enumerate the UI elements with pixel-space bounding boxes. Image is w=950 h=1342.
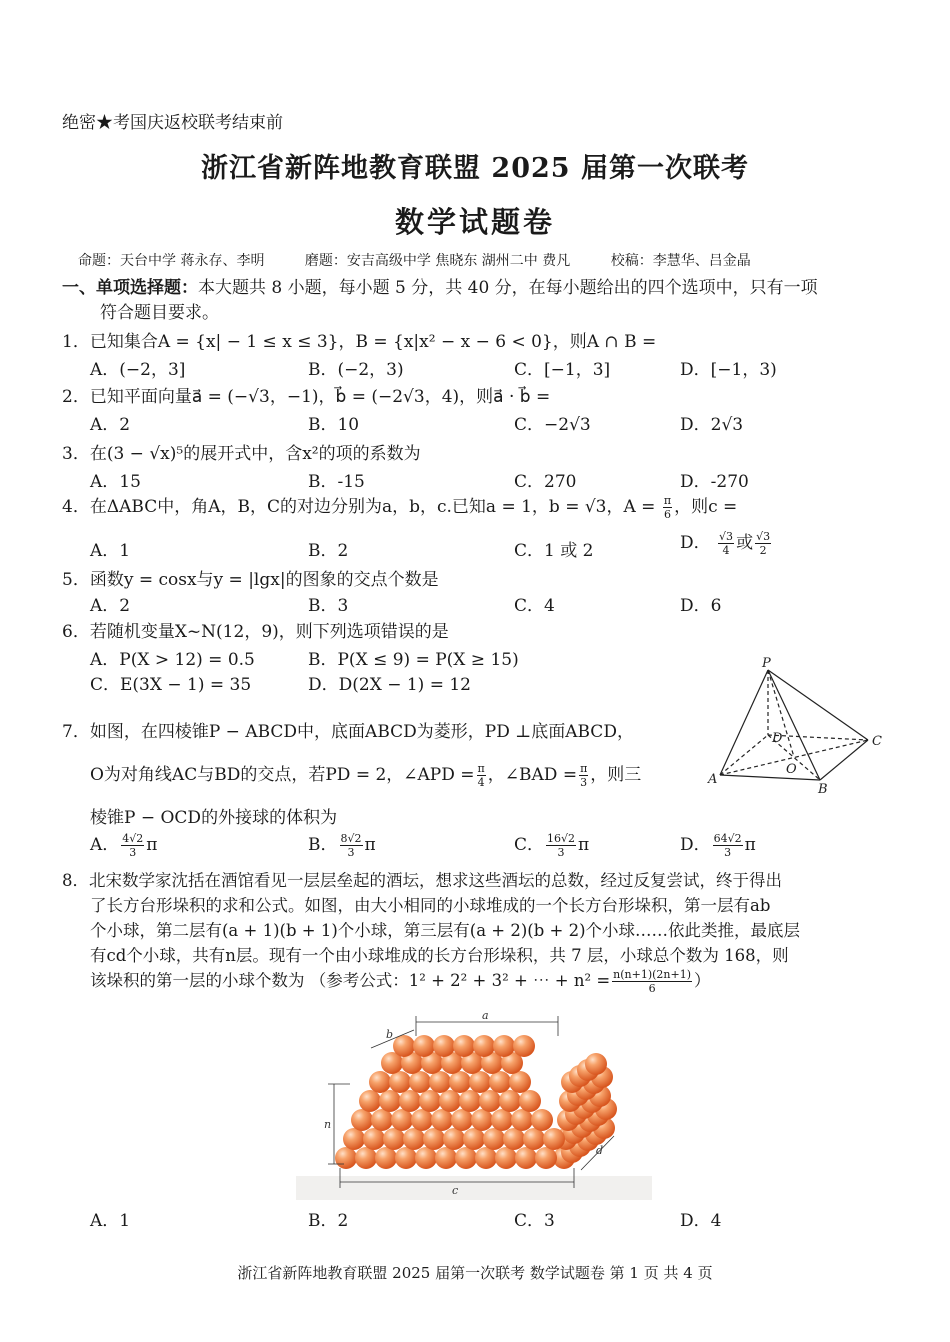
- label-n-dim: n: [324, 1118, 332, 1131]
- ball: [531, 1109, 553, 1131]
- ball: [523, 1128, 545, 1150]
- ball: [475, 1147, 497, 1169]
- question-7: 7．如图，在四棱锥P − ABCD中，底面ABCD为菱形，PD ⊥底面ABCD，: [62, 722, 634, 742]
- ball: [395, 1147, 417, 1169]
- q6-option-b[interactable]: B．P(X ≤ 9) = P(X ≥ 15): [308, 650, 519, 670]
- ball: [393, 1035, 415, 1057]
- label-p: P: [762, 656, 771, 671]
- q6-option-c[interactable]: C．E(3X − 1) = 35: [90, 675, 252, 695]
- label-a-dim: a: [482, 1009, 489, 1022]
- ball: [439, 1090, 461, 1112]
- ball: [435, 1147, 457, 1169]
- credit-author: 命题：天台中学 蒋永存、李明: [78, 253, 265, 269]
- question-4: 4．在ΔABC中，角A，B，C的对边分别为a，b，c.已知a = 1，b = √3，A = $\frac{\pi}{6}$ ，则c =: [62, 494, 738, 521]
- q7-option-d[interactable]: D． $\frac{64√2}{3}$ π: [680, 832, 756, 859]
- ball: [415, 1147, 437, 1169]
- ball: [515, 1147, 537, 1169]
- ball: [335, 1147, 357, 1169]
- q3-option-a[interactable]: A．15: [90, 472, 141, 492]
- q1-option-c[interactable]: C．[−1，3]: [514, 360, 611, 380]
- ball-stack-figure: [296, 1008, 652, 1200]
- q5-option-c[interactable]: C．4: [514, 596, 555, 616]
- ball: [369, 1071, 391, 1093]
- ball: [491, 1109, 513, 1131]
- ball: [411, 1109, 433, 1131]
- q3-option-c[interactable]: C．270: [514, 472, 577, 492]
- ball: [511, 1109, 533, 1131]
- ball: [513, 1035, 535, 1057]
- q4-option-d[interactable]: D． $\frac{√3}{4}$ 或 $\frac{√3}{2}$: [680, 530, 771, 557]
- label-o: O: [786, 762, 797, 777]
- question-6: 6．若随机变量X~N(12，9)，则下列选项错误的是: [62, 622, 449, 642]
- q6-option-a[interactable]: A．P(X > 12) = 0.5: [90, 650, 255, 670]
- ball: [543, 1128, 565, 1150]
- q3-option-d[interactable]: D．-270: [680, 472, 749, 492]
- ball: [585, 1053, 607, 1075]
- q4-option-c[interactable]: C．1 或 2: [514, 541, 594, 561]
- question-7-line2: O为对角线AC与BD的交点，若PD = 2，∠APD = $\frac{\pi}{4}$ ，∠BAD = $\frac{\pi}{3}$ ，则三: [90, 762, 642, 789]
- ball: [423, 1128, 445, 1150]
- ball: [399, 1090, 421, 1112]
- secret-label: 绝密★考国庆返校联考结束前: [62, 113, 283, 133]
- section-text: 本大题共 8 小题，每小题 5 分，共 40 分，在每小题给出的四个选项中，只有一项: [198, 278, 818, 298]
- ball: [495, 1147, 517, 1169]
- exam-title: 浙江省新阵地教育联盟 2025 届第一次联考: [201, 153, 749, 184]
- ball: [375, 1147, 397, 1169]
- q4-option-b[interactable]: B．2: [308, 541, 349, 561]
- label-d: D: [772, 731, 783, 746]
- section-heading: [62, 276, 892, 326]
- q7-option-a[interactable]: A． $\frac{4√2}{3}$ π: [90, 832, 158, 859]
- ball: [355, 1147, 377, 1169]
- page-footer: 浙江省新阵地教育联盟 2025 届第一次联考 数学试题卷 第 1 页 共 4 页: [237, 1264, 713, 1282]
- ball: [535, 1147, 557, 1169]
- question-2: 2．已知平面向量a⃗ = (−√3，−1)，b⃗ = (−2√3，4)，则a⃗ · b⃗ =: [62, 387, 551, 407]
- label-c-dim: c: [452, 1184, 459, 1197]
- q3-option-b[interactable]: B．-15: [308, 472, 365, 492]
- exam-subtitle: 数学试题卷: [394, 205, 555, 239]
- label-a: A: [708, 772, 718, 787]
- ball: [499, 1090, 521, 1112]
- fraction: $\frac{\pi}{6}$: [663, 494, 672, 521]
- ball: [389, 1071, 411, 1093]
- ball: [453, 1035, 475, 1057]
- ball: [371, 1109, 393, 1131]
- q8-option-a[interactable]: A．1: [90, 1211, 131, 1231]
- ball: [413, 1035, 435, 1057]
- ball: [363, 1128, 385, 1150]
- ball: [519, 1090, 541, 1112]
- ball: [503, 1128, 525, 1150]
- q2-option-c[interactable]: C．−2√3: [514, 415, 591, 435]
- credits: [78, 250, 751, 270]
- q7-option-b[interactable]: B． $\frac{8√2}{3}$ π: [308, 832, 376, 859]
- q5-option-d[interactable]: D．6: [680, 596, 722, 616]
- ball: [449, 1071, 471, 1093]
- credit-polish: 磨题：安吉高级中学 焦晓东 湖州二中 费凡: [304, 253, 571, 269]
- ball: [471, 1109, 493, 1131]
- credit-review: 校稿：李慧华、吕金晶: [610, 253, 751, 269]
- q2-option-b[interactable]: B．10: [308, 415, 360, 435]
- ball: [483, 1128, 505, 1150]
- q8-option-c[interactable]: C．3: [514, 1211, 555, 1231]
- ball: [409, 1071, 431, 1093]
- section-label: 一、单项选择题：: [62, 278, 198, 298]
- question-1: 1．已知集合A = {x| − 1 ≤ x ≤ 3}，B = {x|x² − x − 6 < 0}，则A ∩ B =: [62, 332, 657, 352]
- ball: [343, 1128, 365, 1150]
- ball: [419, 1090, 441, 1112]
- q8-option-b[interactable]: B．2: [308, 1211, 349, 1231]
- q4-option-a[interactable]: A．1: [90, 541, 131, 561]
- ball: [443, 1128, 465, 1150]
- question-5: 5．函数y = cosx与y = |lgx|的图象的交点个数是: [62, 570, 439, 590]
- ball: [351, 1109, 373, 1131]
- q1-option-b[interactable]: B．(−2，3): [308, 360, 404, 380]
- label-b: B: [818, 782, 828, 795]
- ball: [493, 1035, 515, 1057]
- q7-option-c[interactable]: C． $\frac{16√2}{3}$ π: [514, 832, 590, 859]
- question-8: 8．北宋数学家沈括在酒馆看见一层层垒起的酒坛，想求这些酒坛的总数，经过反复尝试，终于得出 了长方台形垛积的求和公式。如图，由大小相同的小球堆成的一个长方台形垛积，第一层有ab 个小球，第二层有(a + 1)(b + 1)个小球，第三层有(a + 2)(b + 2)个小球……依此类推，最底层 有cd个小球，共有n层。现有一个由小球堆成的长方台形垛积，共 7 层，小球总个数为 168，则 该垛积的第一层的小球个数为 （参考公式：1² + 2² + 3² + ⋯ + n² = $\frac{n(n+1)(2n+1)}{6}$ ）: [62, 871, 801, 995]
- ball: [489, 1071, 511, 1093]
- ball: [383, 1128, 405, 1150]
- ball: [459, 1090, 481, 1112]
- label-c: C: [872, 734, 882, 749]
- label-b-dim: b: [386, 1028, 394, 1041]
- pyramid-figure: [700, 655, 900, 795]
- q1-option-a[interactable]: A．(−2，3]: [90, 360, 186, 380]
- label-d-dim: d: [596, 1144, 604, 1157]
- ball: [359, 1090, 381, 1112]
- question-3: 3．在(3 − √x)⁵的展开式中，含x²的项的系数为: [62, 444, 421, 464]
- ball: [463, 1128, 485, 1150]
- q8-option-d[interactable]: D．4: [680, 1211, 722, 1231]
- ball: [455, 1147, 477, 1169]
- q6-option-d[interactable]: D．D(2X − 1) = 12: [308, 675, 471, 695]
- ball: [473, 1035, 495, 1057]
- section-text-cont: 符合题目要求。: [100, 303, 219, 323]
- q5-option-a[interactable]: A．2: [90, 596, 131, 616]
- q1-option-d[interactable]: D．[−1，3): [680, 360, 777, 380]
- ball: [451, 1109, 473, 1131]
- ball: [433, 1035, 455, 1057]
- ball: [431, 1109, 453, 1131]
- ball: [429, 1071, 451, 1093]
- question-7-line3: 棱锥P − OCD的外接球的体积为: [90, 808, 338, 828]
- ball: [479, 1090, 501, 1112]
- ball: [391, 1109, 413, 1131]
- q2-option-d[interactable]: D．2√3: [680, 415, 744, 435]
- ball: [509, 1071, 531, 1093]
- q2-option-a[interactable]: A．2: [90, 415, 131, 435]
- ball: [469, 1071, 491, 1093]
- ball: [403, 1128, 425, 1150]
- q5-option-b[interactable]: B．3: [308, 596, 349, 616]
- ball: [379, 1090, 401, 1112]
